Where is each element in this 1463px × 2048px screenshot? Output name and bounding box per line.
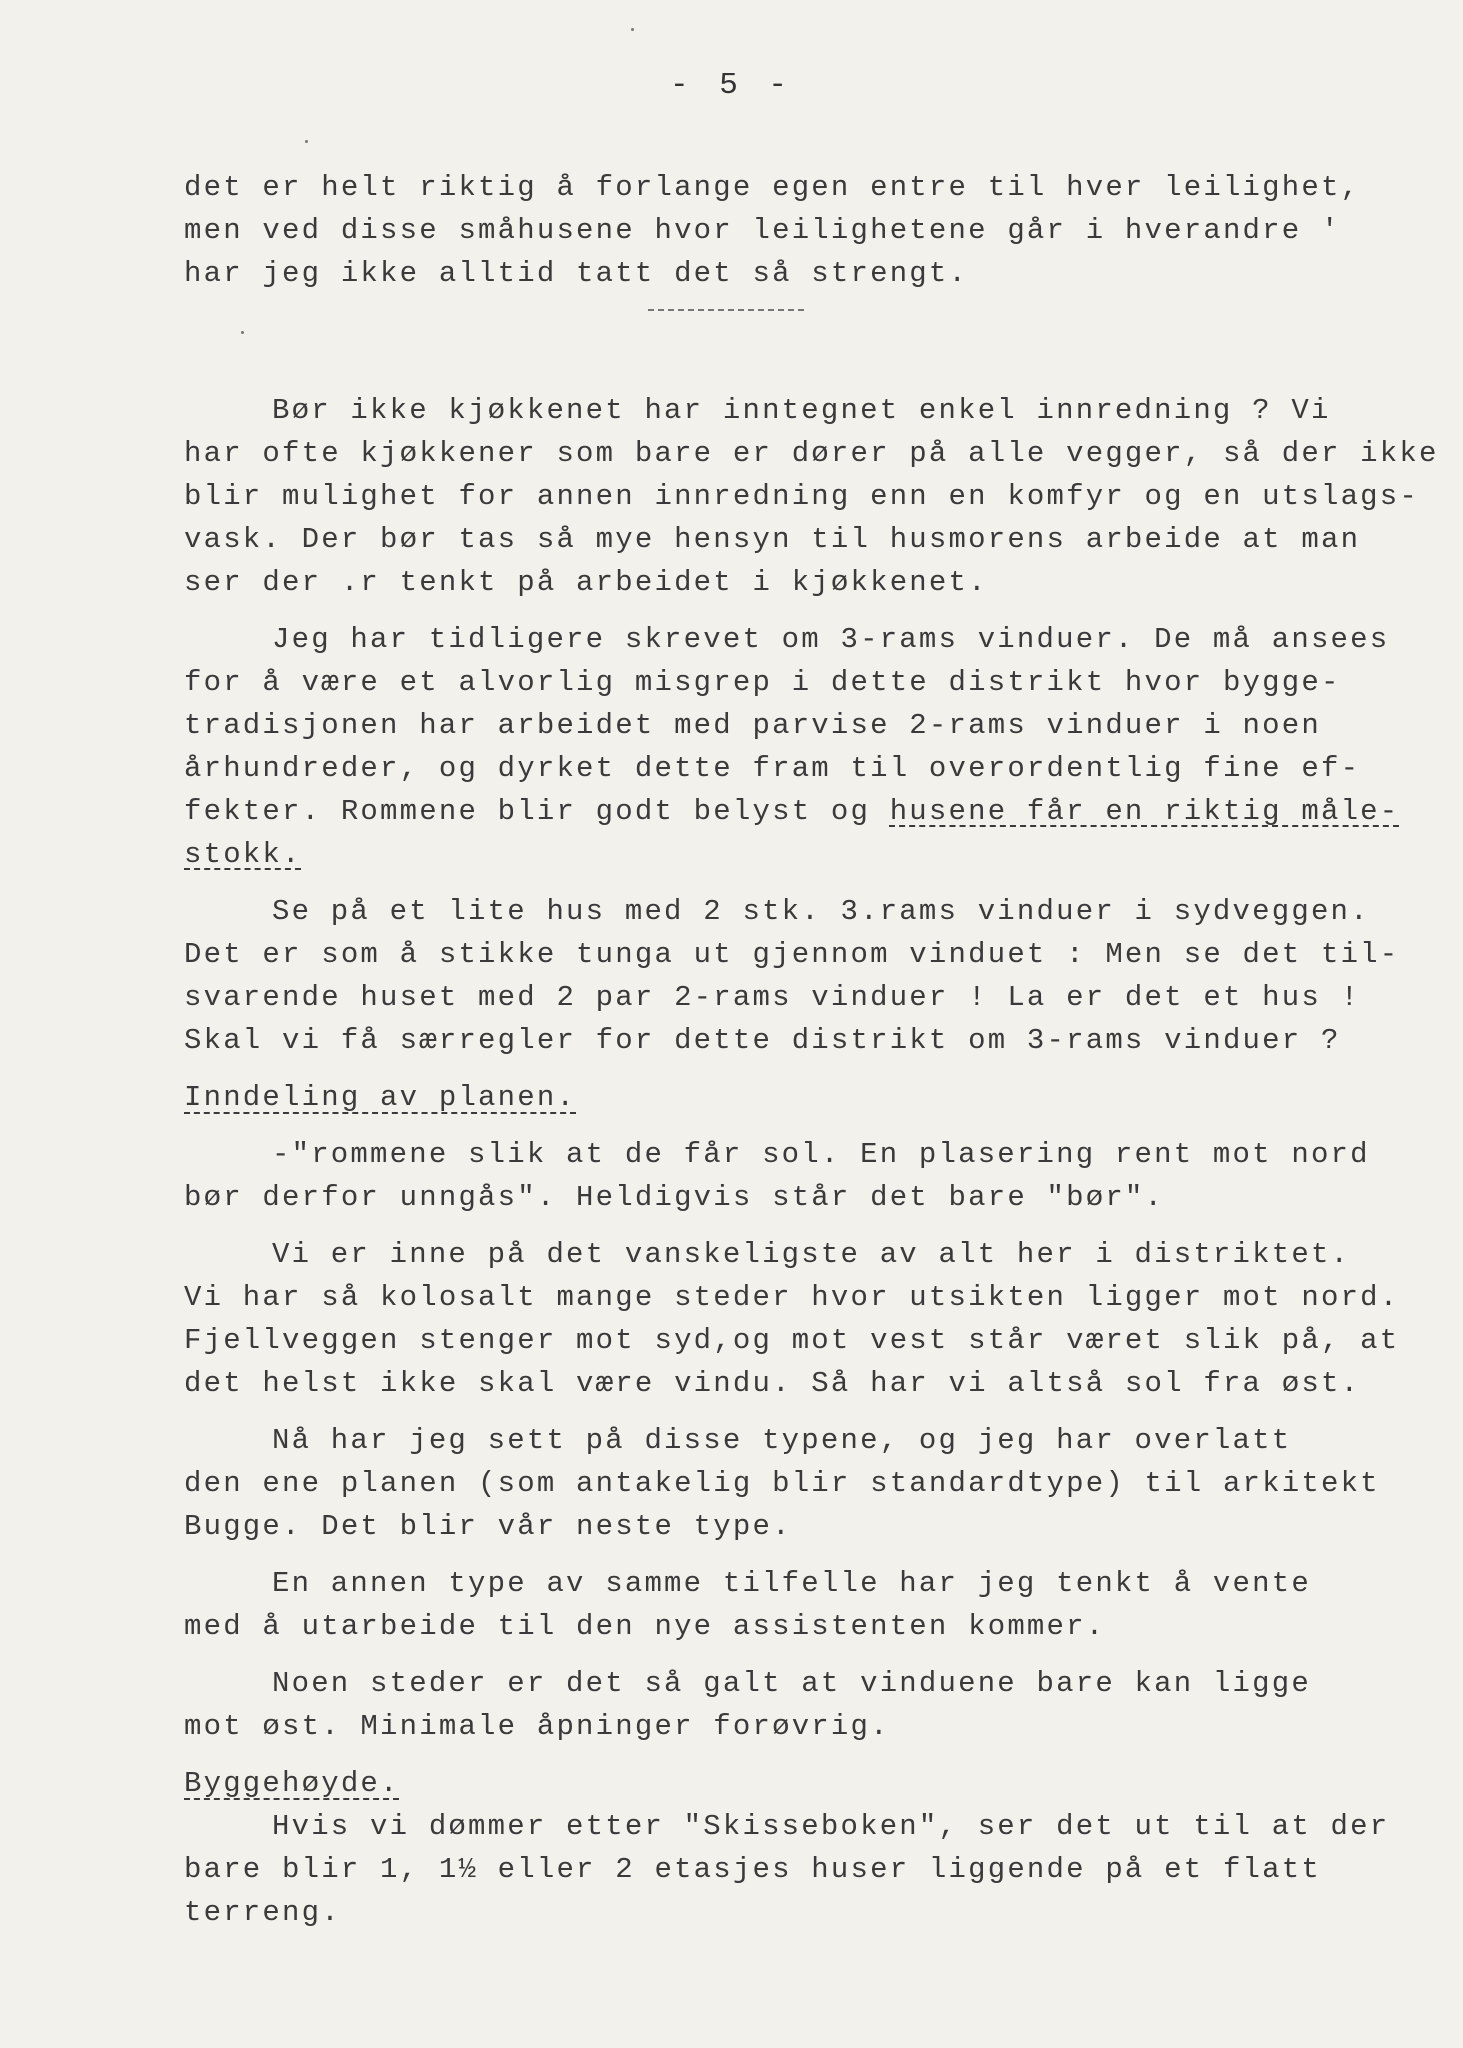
text-segment: fekter. Rommene blir godt belyst og — [184, 795, 890, 828]
text-line: Vi har så kolosalt mange steder hvor utsikten ligger mot nord. — [184, 1281, 1400, 1314]
text-line: Nå har jeg sett på disse typene, og jeg har overlatt — [272, 1424, 1292, 1457]
paragraph-height — [184, 1805, 1390, 1934]
paragraph-small-house — [184, 890, 1400, 1062]
ink-speck — [631, 28, 634, 31]
text-line — [184, 790, 1400, 833]
paragraph-kitchen — [184, 389, 1439, 604]
section-heading-height: Byggehøyde. — [184, 1767, 400, 1800]
text-line: den ene planen (som antakelig blir standardtype) til arkitekt — [184, 1467, 1380, 1500]
text-line: Bugge. Det blir vår neste type. — [184, 1510, 792, 1543]
text-line: det er helt riktig å forlange egen entre til hver leilighet, — [184, 171, 1361, 204]
text-line: terreng. — [184, 1896, 341, 1929]
text-line — [184, 833, 1334, 876]
paragraph-district — [184, 1233, 1400, 1405]
text-line: for å være et alvorlig misgrep i dette distrikt hvor bygge- — [184, 666, 1341, 699]
page-number: - 5 - — [669, 68, 793, 103]
text-line: vask. Der bør tas så mye hensyn til husmorens arbeide at man — [184, 523, 1361, 556]
text-line: Noen steder er det så galt at vinduene bare kan ligge — [272, 1667, 1311, 1700]
text-line: Det er som å stikke tunga ut gjennom vinduet : Men se det til- — [184, 938, 1400, 971]
text-line: En annen type av samme tilfelle har jeg tenkt å vente — [272, 1567, 1311, 1600]
paragraph-windows — [184, 618, 1400, 876]
text-line: mot øst. Minimale åpninger forøvrig. — [184, 1710, 890, 1743]
section-divider — [184, 295, 1334, 349]
text-line: tradisjonen har arbeidet med parvise 2-rams vinduer i noen — [184, 709, 1321, 742]
text-line: -"rommene slik at de får sol. En plasering rent mot nord — [272, 1138, 1370, 1171]
text-line: Hvis vi dømmer etter "Skisseboken", ser det ut til at der — [272, 1810, 1390, 1843]
document-body — [184, 166, 1439, 1934]
ink-speck — [305, 140, 308, 143]
text-line: det helst ikke skal være vindu. Så har vi altså sol fra øst. — [184, 1367, 1361, 1400]
paragraph-other-type — [184, 1562, 1334, 1648]
text-line: Se på et lite hus med 2 stk. 3.rams vinduer i sydveggen. — [272, 895, 1370, 928]
text-line: bør derfor unngås". Heldigvis står det bare "bør". — [184, 1181, 1165, 1214]
text-line: har ofte kjøkkener som bare er dører på alle vegger, så der ikke — [184, 437, 1439, 470]
text-line: Vi er inne på det vanskeligste av alt her i distriktet. — [272, 1238, 1351, 1271]
text-line: men ved disse småhusene hvor leilighetene går i hverandre ' — [184, 214, 1341, 247]
text-line: med å utarbeide til den nye assistenten kommer. — [184, 1610, 1106, 1643]
text-line: Bør ikke kjøkkenet har inntegnet enkel innredning ? Vi — [272, 394, 1331, 427]
underlined-phrase: husene får en riktig måle- — [889, 795, 1400, 828]
underlined-phrase: stokk. — [184, 838, 302, 871]
text-line: svarende huset med 2 par 2-rams vinduer ! La er det et hus ! — [184, 981, 1361, 1014]
paragraph-east — [184, 1662, 1334, 1748]
text-line: ser der .r tenkt på arbeidet i kjøkkenet. — [184, 566, 988, 599]
text-line: har jeg ikke alltid tatt det så strengt. — [184, 257, 969, 290]
text-line: Jeg har tidligere skrevet om 3-rams vinduer. De må ansees — [272, 623, 1390, 656]
text-line: Fjellveggen stenger mot syd,og mot vest står været slik på, at — [184, 1324, 1400, 1357]
paragraph-intro — [184, 166, 1361, 295]
text-line: Skal vi få særregler for dette distrikt om 3-rams vinduer ? — [184, 1024, 1341, 1057]
paragraph-types — [184, 1419, 1380, 1548]
section-heading-plan: Inndeling av planen. — [184, 1081, 577, 1114]
text-line: blir mulighet for annen innredning enn en komfyr og en utslags- — [184, 480, 1419, 513]
paragraph-plan — [184, 1133, 1370, 1219]
text-line: bare blir 1, 1½ eller 2 etasjes huser liggende på et flatt — [184, 1853, 1321, 1886]
text-line: århundreder, og dyrket dette fram til overordentlig fine ef- — [184, 752, 1361, 785]
